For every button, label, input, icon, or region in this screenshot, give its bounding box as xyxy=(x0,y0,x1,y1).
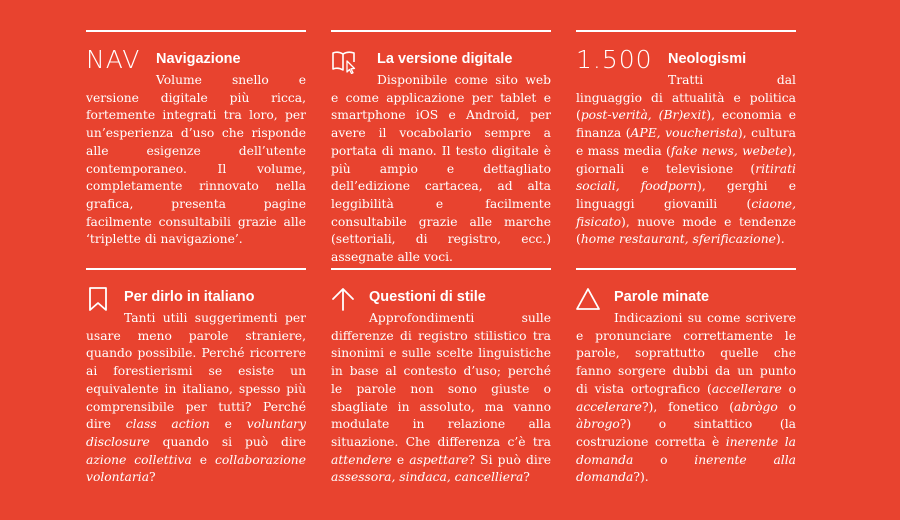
book-cursor-icon xyxy=(331,48,357,74)
body-italic: accellerare xyxy=(711,381,782,396)
body-italic: inerente la domanda xyxy=(576,434,796,467)
body-text: Tanti utili suggerimenti per usare meno parole straniere, quando possibile. Perché ricorrere ai forestierismi se esiste un equivalente in italiano, spesso più comprensibile per tutti? Perché dire xyxy=(86,311,306,432)
nav-label: NAV xyxy=(86,45,141,74)
body-italic: ritirati sociali, foodporn xyxy=(576,161,796,194)
card-questioni-di-stile xyxy=(331,268,551,500)
card-parole-minate xyxy=(576,268,796,500)
body-text: ), giornali e televisione ( xyxy=(576,143,796,176)
body-text: ). xyxy=(775,232,785,247)
card-versione-digitale xyxy=(331,30,551,268)
feature-grid xyxy=(86,30,816,500)
body-text: ? Si può dire xyxy=(468,452,551,467)
body-text: o xyxy=(633,452,695,467)
arrow-up-icon xyxy=(331,286,357,312)
card-header xyxy=(331,46,551,74)
card-body xyxy=(331,72,551,267)
body-text: quando si può dire xyxy=(149,434,306,449)
card-header xyxy=(576,46,796,74)
body-text: o xyxy=(781,381,796,396)
card-title: Neologismi xyxy=(668,51,747,67)
card-neologismi xyxy=(576,30,796,268)
card-navigazione xyxy=(86,30,306,268)
body-italic: inerente alla domanda xyxy=(576,452,796,485)
body-text: Approfondimenti sulle differenze di registro stilistico tra sinonimi e sulle scelte linguistiche in base al contesto d’uso; perché le parole non sono giuste o sbagliate in assoluto, ma vanno modulate in relazione alla situazione. Che differenza c’è tra xyxy=(331,311,551,449)
card-body xyxy=(86,310,306,487)
body-text: e xyxy=(391,452,410,467)
body-italic: àbrogo xyxy=(576,417,620,432)
body-text: ), nuove mode e tendenze ( xyxy=(576,214,796,247)
card-header xyxy=(86,46,306,74)
body-italic: post-verità, (Br)exit xyxy=(580,108,707,123)
body-italic: class action xyxy=(125,417,210,432)
body-text: ?). xyxy=(633,470,649,485)
body-text: Disponibile come sito web e come applicazione per tablet e smartphone iOS e Android, per avere il vocabolario sempre a portata di mano. Il testo digitale è più ampio e dettagliato dell’edizione cartacea, ad alta leggibilità e facilmente consultabile grazie alle marche (settoriali, di registro, ecc.) assegnate alle voci. xyxy=(331,73,551,265)
card-header xyxy=(331,284,551,312)
body-text: Volume snello e versione digitale più ricca, fortemente integrati tra loro, per un’esperienza d’uso che risponde alle esigenze dell’utente contemporaneo. Il volume, completamente rinnovato nella grafica, presenta pagine facilmente consultabili grazie alle ‘triplette di navigazione’. xyxy=(86,73,306,247)
body-italic: assessora, sindaca, cancelliera xyxy=(331,470,524,485)
body-italic: attendere xyxy=(331,452,392,467)
card-title: Questioni di stile xyxy=(369,289,486,305)
body-text: e xyxy=(209,417,247,432)
body-italic: ciaone, fisicato xyxy=(576,196,796,229)
body-text: ? xyxy=(149,470,156,485)
body-italic: collaborazione volontaria xyxy=(86,452,306,485)
body-text: ?), fonetico ( xyxy=(641,399,735,414)
card-body xyxy=(576,310,796,487)
body-italic: home restaurant, sferificazione xyxy=(580,232,776,247)
body-italic: APE, voucherista xyxy=(630,126,738,141)
body-italic: accelerare xyxy=(576,399,642,414)
body-text: ), economia e finanza ( xyxy=(576,108,797,141)
body-text: o xyxy=(777,399,796,414)
body-italic: aspettare xyxy=(409,452,469,467)
card-header xyxy=(86,284,306,312)
body-italic: voluntary disclosure xyxy=(86,417,306,449)
body-text: Indicazioni su come scrivere e pronunciare correttamente le parole, soprattutto quelle che fanno sorgere dubbi da un punto di vista ortografico ( xyxy=(576,311,796,396)
card-header xyxy=(576,284,796,312)
body-italic: fake news, webete xyxy=(670,143,788,158)
body-text: Tratti dal linguaggio di attualità e politica ( xyxy=(576,73,796,123)
bookmark-icon xyxy=(86,286,112,312)
body-italic: abrògo xyxy=(734,399,778,414)
card-title: Navigazione xyxy=(156,51,241,67)
card-per-dirlo-in-italiano xyxy=(86,268,306,500)
body-text: ), gerghi e linguaggi giovanili ( xyxy=(576,179,796,211)
body-italic: azione collettiva xyxy=(86,452,192,467)
body-text: ? xyxy=(523,470,530,485)
card-title: Parole minate xyxy=(614,289,710,305)
card-title: Per dirlo in italiano xyxy=(124,289,255,305)
body-text: ), cultura e mass media ( xyxy=(576,126,796,158)
triangle-icon xyxy=(576,286,602,312)
body-text: e xyxy=(191,452,216,467)
card-body xyxy=(331,310,551,487)
card-body xyxy=(576,72,796,249)
neologisms-count: 1.500 xyxy=(576,45,653,74)
body-text: ?) o sintattico (la costruzione corretta è xyxy=(576,417,796,449)
card-title: La versione digitale xyxy=(377,51,513,67)
card-body xyxy=(86,72,306,249)
